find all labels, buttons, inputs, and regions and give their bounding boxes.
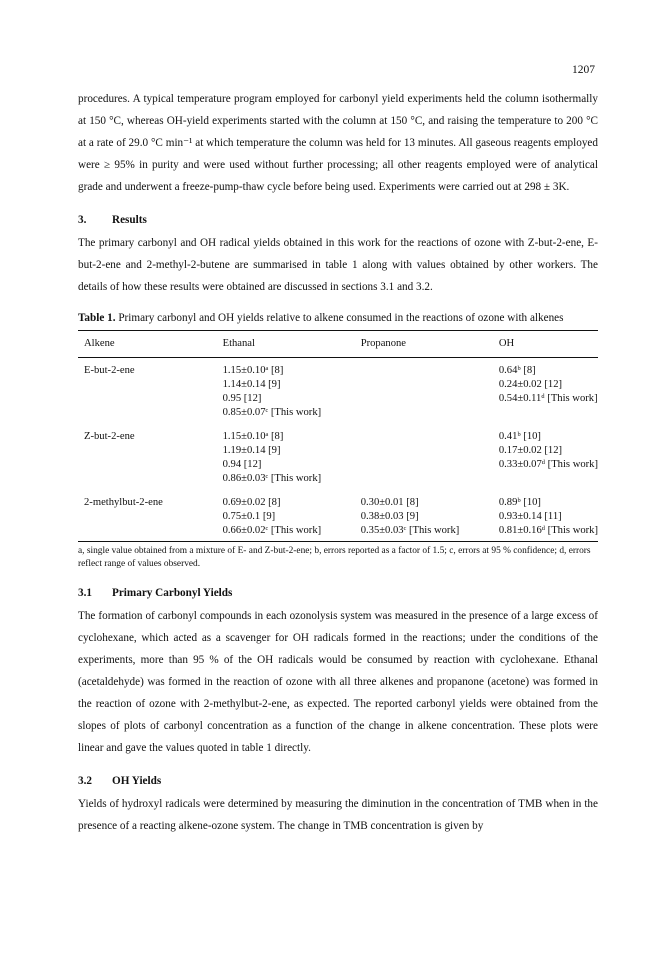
section-3-heading — [78, 210, 598, 230]
cell-propanone — [355, 490, 493, 541]
oh-value: 0.54±0.11ᵈ [This work] — [498, 393, 598, 404]
section-3-1-heading — [78, 583, 598, 603]
ethanal-value: 0.85±0.07ᶜ [This work] — [222, 407, 322, 418]
intro-paragraph: procedures. A typical temperature program employed for carbonyl yield experiments held the column isothermally at 150 °C, whereas OH-yield experiments started with the column at 150 °C, and raising the temperature to 200 °C at a rate of 29.0 °C min⁻¹ at which temperature the column was held for 13 minutes. All gaseous reagents employed were ≥ 95% in purity and were used without further processing; all other reagents employed were of analytical grade and underwent a freeze-pump-thaw cycle before being used. Experiments were carried out at 298 ± 3K. — [78, 93, 598, 193]
section-3-2-number: 3.2 — [78, 775, 92, 787]
propanone-value: 0.35±0.03ᶜ [This work] — [360, 525, 460, 536]
ethanal-value: 0.69±0.02 [8] — [222, 497, 281, 508]
oh-value: 0.17±0.02 [12] — [498, 445, 563, 456]
table-caption — [78, 308, 598, 328]
oh-value: 0.81±0.16ᵈ [This work] — [498, 525, 598, 536]
results-table — [78, 330, 598, 541]
propanone-value: 0.38±0.03 [9] — [360, 511, 419, 522]
table-row — [78, 490, 598, 541]
oh-value: 0.93±0.14 [11] — [498, 511, 562, 522]
table-header-row — [78, 331, 598, 358]
header-oh: OH — [493, 331, 598, 358]
oh-value: 0.89ᵇ [10] — [498, 497, 541, 508]
ethanal-value: 1.15±0.10ᵃ [8] — [222, 431, 284, 442]
cell-ethanal — [217, 358, 355, 425]
oh-value: 0.41ᵇ [10] — [498, 431, 541, 442]
table-caption-text: Primary carbonyl and OH yields relative to alkene consumed in the reactions of ozone with alkenes — [118, 312, 564, 324]
table-row — [78, 424, 598, 490]
page-number: 1207 — [572, 64, 595, 76]
section-3-1-title: Primary Carbonyl Yields — [112, 587, 233, 599]
ethanal-value: 0.66±0.02ᶜ [This work] — [222, 525, 322, 536]
ethanal-value: 1.15±0.10ᵃ [8] — [222, 365, 284, 376]
table-bottom-rule — [78, 541, 598, 542]
section-3-paragraph: The primary carbonyl and OH radical yields obtained in this work for the reactions of ozone with Z-but-2-ene, E-but-2-ene and 2-methyl-2-butene are summarised in table 1 along with values obtained by other workers. The details of how these results were obtained are discussed in sections 3.1 and 3.2. — [78, 237, 598, 293]
table-row — [78, 358, 598, 425]
section-3-number: 3. — [78, 214, 87, 226]
ethanal-value: 1.19±0.14 [9] — [222, 445, 281, 456]
cell-propanone — [355, 424, 493, 490]
cell-alkene: Z-but-2-ene — [84, 431, 135, 442]
cell-alkene: E-but-2-ene — [84, 365, 135, 376]
cell-ethanal — [217, 490, 355, 541]
ethanal-value: 0.94 [12] — [222, 459, 262, 470]
oh-value: 0.64ᵇ [8] — [498, 365, 536, 376]
cell-oh — [493, 490, 598, 541]
ethanal-value: 0.75±0.1 [9] — [222, 511, 276, 522]
table-caption-label: Table 1. — [78, 312, 116, 324]
cell-oh — [493, 358, 598, 425]
oh-value: 0.33±0.07ᵈ [This work] — [498, 459, 598, 470]
cell-alkene: 2-methylbut-2-ene — [84, 497, 163, 508]
main-content — [78, 88, 598, 837]
section-3-title: Results — [112, 214, 147, 226]
oh-value: 0.24±0.02 [12] — [498, 379, 563, 390]
section-3-2-title: OH Yields — [112, 775, 162, 787]
section-3-2-paragraph: Yields of hydroxyl radicals were determined by measuring the diminution in the concentration of TMB when in the presence of a reacting alkene-ozone system. The change in TMB concentration is given by — [78, 798, 598, 832]
cell-ethanal — [217, 424, 355, 490]
ethanal-value: 0.86±0.03ᶜ [This work] — [222, 473, 322, 484]
cell-oh — [493, 424, 598, 490]
ethanal-value: 0.95 [12] — [222, 393, 262, 404]
header-propanone: Propanone — [355, 331, 493, 358]
section-3-1-number: 3.1 — [78, 587, 92, 599]
ethanal-value: 1.14±0.14 [9] — [222, 379, 281, 390]
header-alkene: Alkene — [78, 331, 217, 358]
section-3-2-heading — [78, 771, 598, 791]
table-footnote: a, single value obtained from a mixture of E- and Z-but-2-ene; b, errors reported as a factor of 1.5; c, errors at 95 % confidence; d, errors reflect range of values observed. — [78, 546, 591, 569]
propanone-value: 0.30±0.01 [8] — [360, 497, 419, 508]
section-3-1-paragraph: The formation of carbonyl compounds in each ozonolysis system was measured in the presence of a large excess of cyclohexane, which acted as a scavenger for OH radicals formed in the reactions; under the conditions of the experiments, more than 95 % of the OH radicals would be consumed by reaction with cyclohexane. Ethanal (acetaldehyde) was formed in the reaction of ozone with all three alkenes and propanone (acetone) was formed in the reaction of ozone with 2-methylbut-2-ene, as expected. The reported carbonyl yields were obtained from the slopes of plots of carbonyl concentration as a function of the change in alkene concentration. These plots were linear and gave the values quoted in table 1 directly. — [78, 610, 598, 754]
header-ethanal: Ethanal — [217, 331, 355, 358]
cell-propanone — [355, 358, 493, 425]
